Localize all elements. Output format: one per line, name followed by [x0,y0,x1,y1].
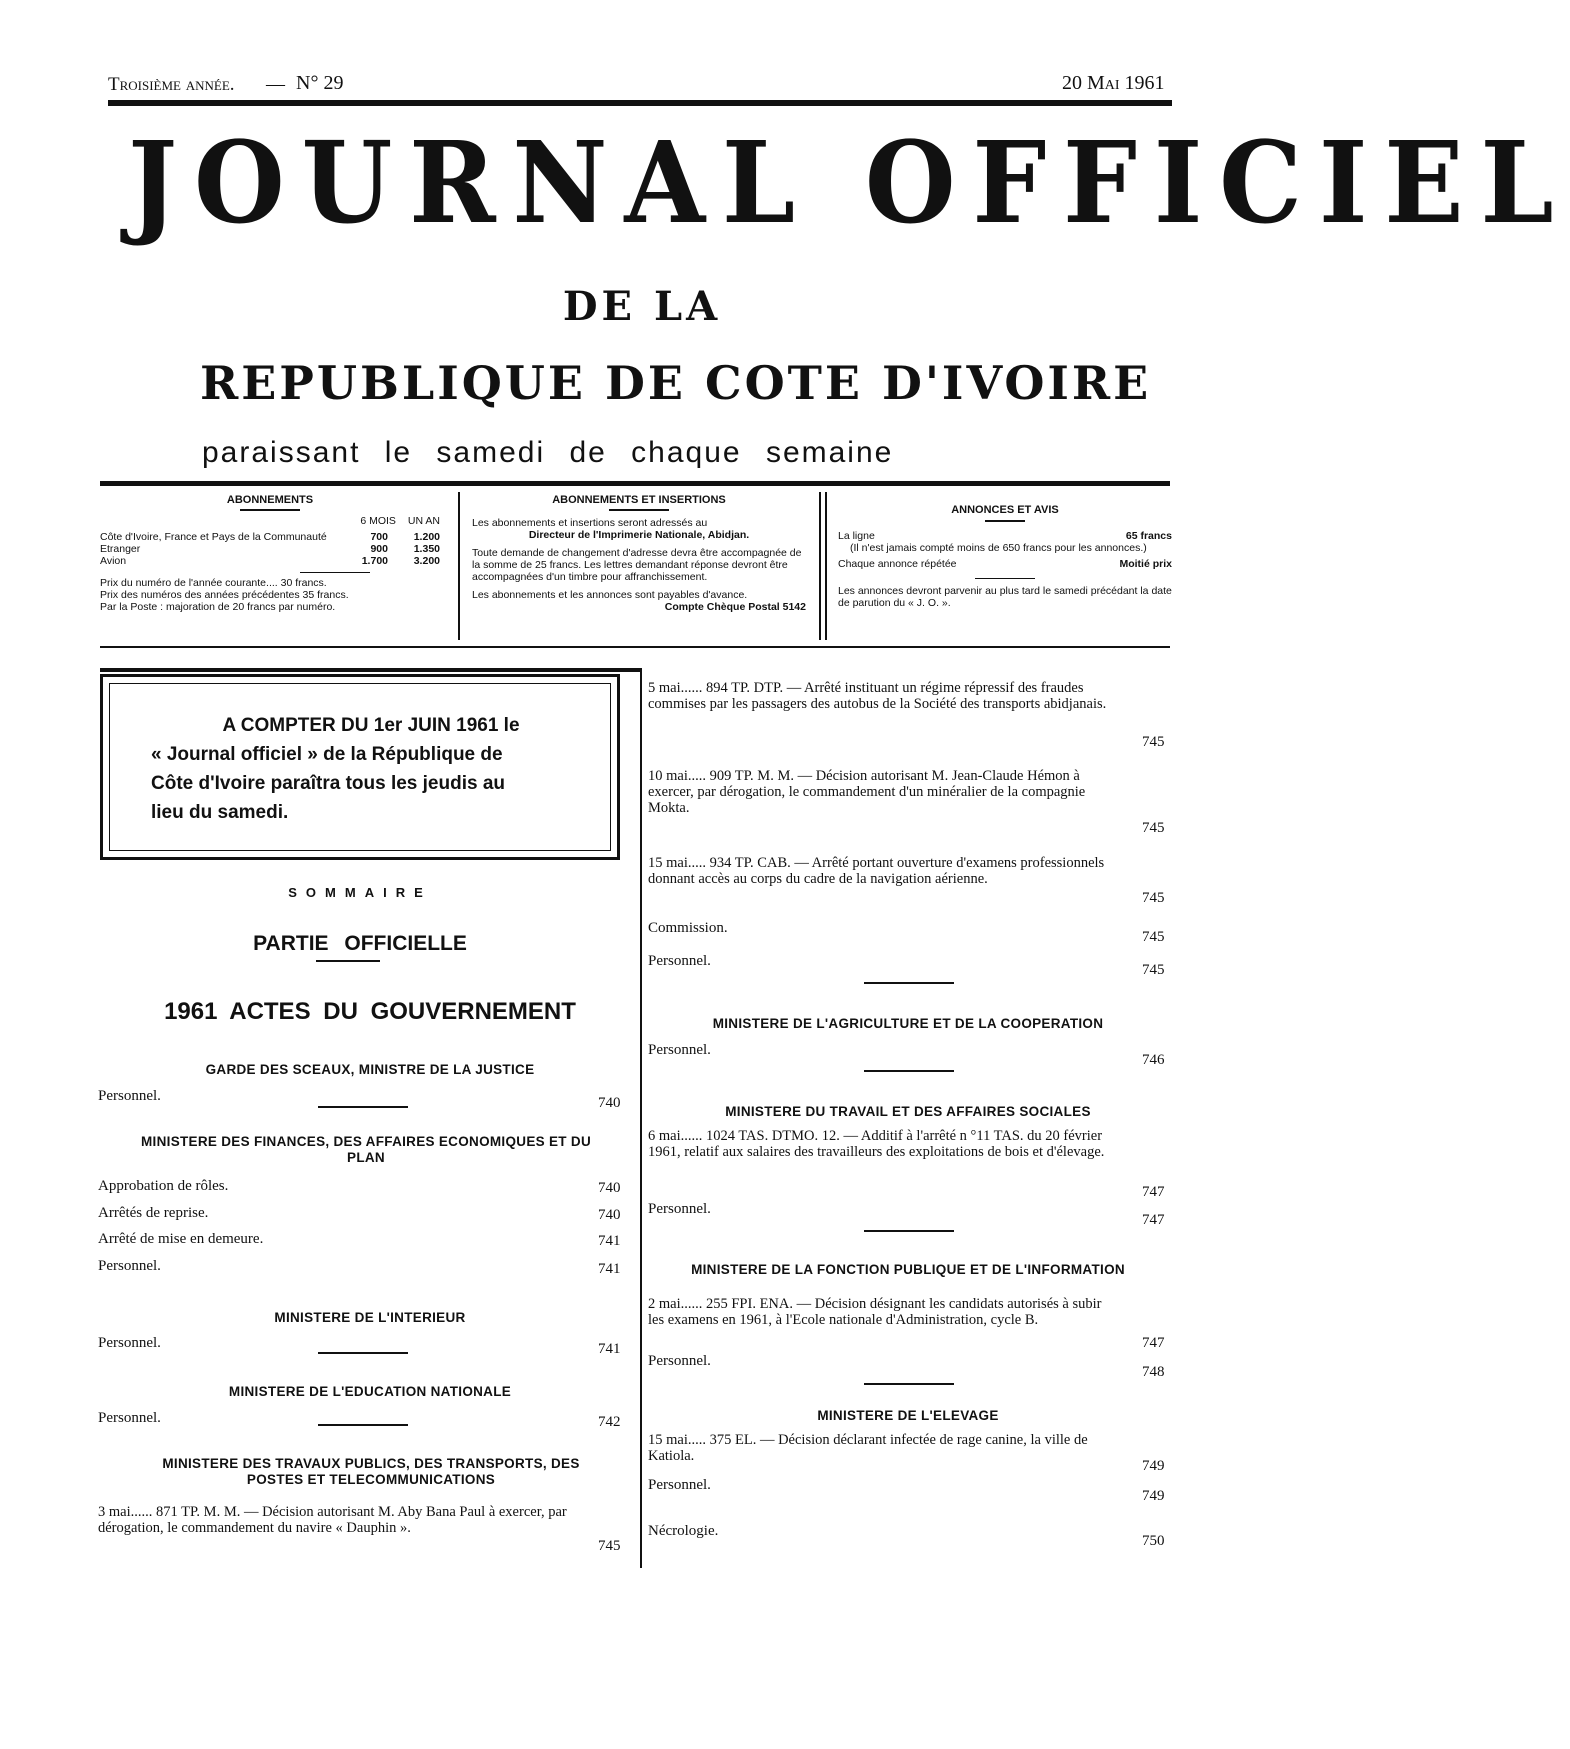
entry-text: Personnel. [98,1335,161,1351]
frequency-line: paraissant le samedi de chaque semaine [202,436,894,469]
entry-text: 6 mai...... 1024 TAS. DTMO. 12. — Additif à l'arrêté n °11 TAS. du 20 février 1961, relatif aux salaires des travailleurs des exploitations de bois et d'élevage. [648,1128,1105,1160]
section-heading-travail: MINISTERE DU TRAVAIL ET DES AFFAIRES SOCIALES [725,1104,1091,1119]
annonces-block [838,504,1172,609]
entry-page: 749 [1142,1458,1165,1474]
section-dash [318,1352,408,1354]
entry-text: Approbation de rôles. [98,1178,229,1194]
entry-text: Arrêté de mise en demeure. [98,1231,264,1247]
entry-page: 740 [598,1095,621,1111]
col-6mois: 6 MOIS [360,514,396,527]
de-la: DE LA [562,283,722,330]
insertions-ccp: Compte Chèque Postal 5142 [664,600,806,613]
entry-page: 746 [1142,1052,1165,1068]
col-un-an: UN AN [407,514,440,527]
rate-six: 900 [370,542,388,555]
rate-year: 1.350 [413,542,440,555]
entry-page: 749 [1142,1488,1165,1504]
section-dash [864,1230,954,1232]
entry-page: 745 [1142,929,1165,945]
entry-page: 747 [1142,1335,1165,1351]
insertions-p2: Toute demande de changement d'adresse devra être accompagnée de la somme de 25 francs. Les lettres demandant réponse devront être accompagnées d'un timbre pour affranchissement. [472,546,802,583]
section-heading-travaux: MINISTERE DES TRAVAUX PUBLICS, DES TRANSPORTS, DES POSTES ET TELECOMMUNICATIONS [162,1456,580,1487]
section-dash [864,1383,954,1385]
repeat-price: Moitié prix [1119,557,1172,570]
price-current: Prix du numéro de l'année courante.... 30 francs. [100,577,327,589]
price-post: Par la Poste : majoration de 20 francs par numéro. [100,601,336,613]
notice-box [100,674,620,860]
entry-text: 2 mai...... 255 FPI. ENA. — Décision désignant les candidats autorisés à subir les examens en 1961, à l'Ecole nationale d'Administration, cycle B. [648,1296,1102,1328]
em-dash-separator: — [266,74,285,95]
section-dash [864,982,954,984]
notice-line-2: « Journal officiel » de la République de [151,744,503,765]
info-top-rule [100,481,1170,486]
year-label: Troisième année. [108,74,235,95]
entry-text: Commission. [648,920,728,936]
repeat-label: Chaque annonce répétée [838,557,957,570]
entry-text: Nécrologie. [648,1523,719,1539]
entry-page: 748 [1142,1364,1165,1380]
info-bottom-rule [100,646,1170,648]
rate-label: Côte d'Ivoire, France et Pays de la Communauté [100,530,327,543]
section-dash [864,1070,954,1072]
entry-page: 740 [598,1207,621,1223]
insertions-block [472,494,806,613]
entry-page: 745 [1142,734,1165,750]
entry-page: 745 [1142,890,1165,906]
col-divider-2b [825,492,827,640]
rate-separator [300,572,370,574]
entry-text: 15 mai..... 934 TP. CAB. — Arrêté portant ouverture d'examens professionnels donnant accès au corps du cadre de la navigation aérienne. [648,855,1105,887]
rate-six: 700 [370,530,388,543]
entry-page: 741 [598,1233,621,1249]
insertions-heading: ABONNEMENTS ET INSERTIONS [552,494,726,506]
entry-text: Personnel. [98,1258,161,1274]
ligne-note: (Il n'est jamais compté moins de 650 francs pour les annonces.) [850,541,1147,554]
col-divider-2 [819,492,821,640]
rate-year: 1.200 [413,530,440,543]
entry-text: 15 mai..... 375 EL. — Décision déclarant infectée de rage canine, la ville de Katiola. [648,1432,1088,1464]
ligne-label: La ligne [838,529,875,542]
section-heading-fonction-publique: MINISTERE DE LA FONCTION PUBLIQUE ET DE L'INFORMATION [691,1262,1125,1277]
center-column-rule [640,668,642,1568]
abonnements-block [100,494,440,613]
section-heading-justice: GARDE DES SCEAUX, MINISTRE DE LA JUSTICE [205,1062,535,1077]
heading-underline [240,509,300,511]
issue-date: 20 Mai 1961 [1062,72,1165,94]
abonnements-heading: ABONNEMENTS [226,494,314,506]
annonces-separator [975,578,1035,580]
rate-label: Avion [100,554,127,567]
entry-page: 741 [598,1261,621,1277]
notice-line-3: Côte d'Ivoire paraîtra tous les jeudis au [151,773,506,794]
entry-page: 747 [1142,1184,1165,1200]
section-dash [318,1106,408,1108]
entry-page: 745 [1142,962,1165,978]
entry-text: Personnel. [98,1410,161,1426]
entry-text: 10 mai..... 909 TP. M. M. — Décision autorisant M. Jean-Claude Hémon à exercer, par dérogation, le commandement d'un minéralier de la compagnie Mokta. [648,768,1086,816]
section-heading-interieur: MINISTERE DE L'INTERIEUR [274,1310,466,1325]
entry-page: 745 [1142,820,1165,836]
annonces-heading: ANNONCES ET AVIS [951,504,1059,516]
entry-text: Personnel. [648,1477,711,1493]
entry-text [98,1504,576,1536]
ligne-price: 65 francs [1125,529,1172,542]
partie-underline [316,960,380,962]
notice-line-1: A COMPTER DU 1er JUIN 1961 le [222,715,520,736]
price-previous: Prix des numéros des années précédentes 35 francs. [100,589,349,601]
issue-number: N° 29 [296,72,344,94]
heading-underline [609,509,669,511]
entry-text: 5 mai...... 894 TP. DTP. — Arrêté instituant un régime répressif des fraudes commises par les passagers des autobus de la Société des transports abidjanais. [648,680,1107,712]
notice-line-4: lieu du samedi. [151,802,289,823]
partie-officielle: PARTIE OFFICIELLE [253,932,467,955]
insertions-p1-director: Directeur de l'Imprimerie Nationale, Abidjan. [528,528,750,541]
section-heading-finances: MINISTERE DES FINANCES, DES AFFAIRES ECONOMIQUES ET DU PLAN [141,1134,591,1165]
entry-page: 740 [598,1180,621,1196]
entry-text: Personnel. [648,1042,711,1058]
section-dash [318,1424,408,1426]
col-divider-1 [458,492,460,640]
section-heading-education: MINISTERE DE L'EDUCATION NATIONALE [228,1384,512,1399]
rate-six: 1.700 [361,554,388,567]
insertions-p1: Les abonnements et insertions seront adressés au [472,516,708,529]
journal-title: JOURNAL OFFICIEL [128,118,1570,249]
section-heading-agriculture: MINISTERE DE L'AGRICULTURE ET DE LA COOPERATION [712,1016,1104,1031]
left-col-top-rule [100,668,640,672]
annonces-deadline: Les annonces devront parvenir au plus tard le samedi précédant la date de parution du « J. O. ». [838,585,1172,609]
heading-underline [985,520,1025,522]
sommaire-heading: SOMMAIRE [288,885,432,900]
insertions-p3: Les abonnements et les annonces sont payables d'avance. [472,588,748,601]
entry-page: 745 [598,1538,621,1554]
top-rule [108,100,1172,106]
entry-text: Arrêtés de reprise. [98,1205,209,1221]
rate-year: 3.200 [413,554,440,567]
entry-text: Personnel. [648,953,711,969]
rate-label: Etranger [100,542,141,555]
entry-page: 741 [598,1341,621,1357]
entry-page: 742 [598,1414,621,1430]
section-heading-elevage: MINISTERE DE L'ELEVAGE [817,1408,999,1423]
entry-text: Personnel. [648,1353,711,1369]
actes-heading: 1961 ACTES DU GOUVERNEMENT [164,998,576,1025]
entry-text: Personnel. [648,1201,711,1217]
notice-text [151,711,591,827]
entry-travaux-text: 3 mai...... 871 TP. M. M. — Décision autorisant M. Aby Bana Paul à exercer, par dérogation, le commandement du navire « Dauphin ». [98,1504,567,1536]
entry-text: Personnel. [98,1088,161,1104]
entry-page: 750 [1142,1533,1165,1549]
entry-page: 747 [1142,1212,1165,1228]
republic-title: REPUBLIQUE DE COTE D'IVOIRE [200,356,1152,410]
